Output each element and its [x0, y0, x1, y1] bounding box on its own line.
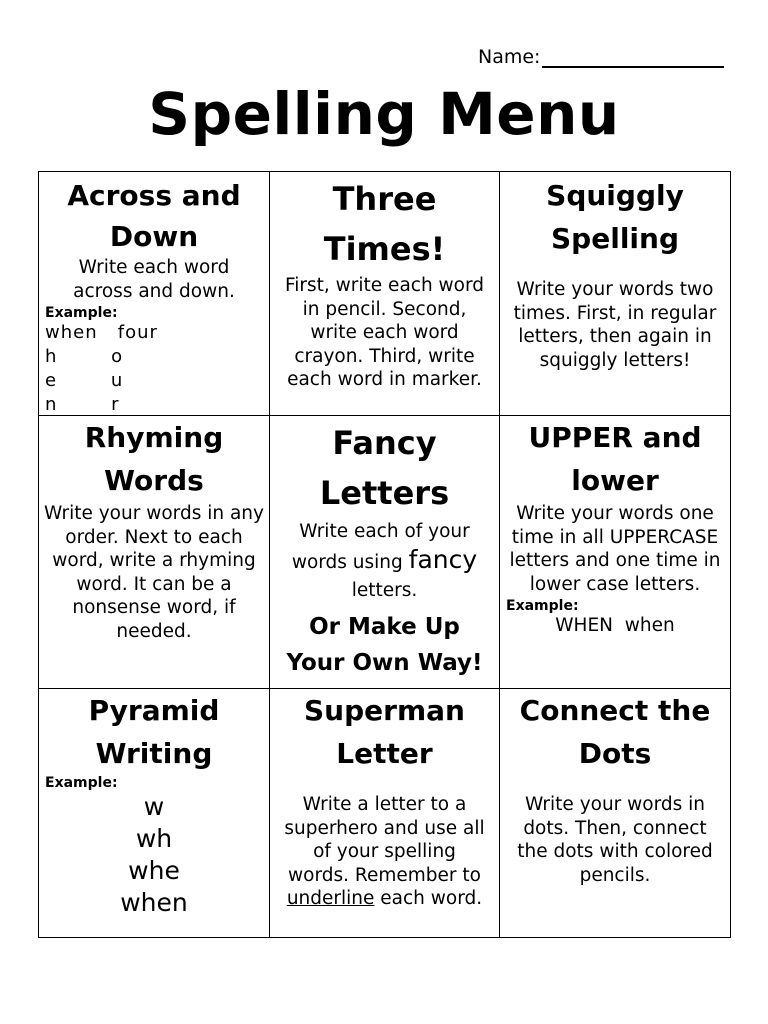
- cell-instructions: Write your words one time in all UPPERCASE letters and one time in lower case letters.: [509, 503, 721, 595]
- cell-title-line-1: UPPER and: [528, 421, 702, 454]
- cell-three-times: [270, 172, 500, 416]
- cell-rhyming-words: [39, 416, 270, 689]
- cell-connect-the-dots: [500, 689, 731, 938]
- cell-title-line-1: Squiggly: [546, 179, 684, 212]
- pyramid-row: wh: [135, 824, 173, 853]
- cell-title-line-2: Times!: [323, 230, 446, 268]
- make-your-own-line-2: Your Own Way!: [286, 650, 483, 676]
- make-your-own-line-1: Or Make Up: [309, 614, 460, 640]
- cell-title-line-2: Down: [109, 220, 199, 253]
- cell-instructions: First, write each word in pencil. Second, write each word crayon. Third, write each word in marker.: [284, 275, 485, 390]
- cell-squiggly-spelling: [500, 172, 731, 416]
- cell-title-line-2: Letters: [319, 474, 450, 512]
- instructions-part-2: letters.: [351, 580, 418, 601]
- pyramid-row: w: [143, 792, 165, 821]
- instructions-part-2: each word.: [380, 888, 483, 909]
- name-label: Name:: [478, 46, 541, 68]
- instructions-part-1: Write each of your words using: [291, 521, 470, 573]
- cell-upper-and-lower: [500, 416, 731, 689]
- cell-fancy-letters: [270, 416, 500, 689]
- menu-grid: [38, 171, 731, 938]
- cell-instructions: Write your words two times. First, in regular letters, then again in squiggly letters!: [513, 279, 717, 371]
- cell-instructions: Write each word across and down.: [73, 257, 235, 302]
- example-row: h o: [45, 346, 124, 367]
- fancy-word: fancy: [408, 545, 478, 574]
- cell-instructions: [270, 793, 499, 911]
- cell-title-line-1: Three: [332, 180, 437, 218]
- name-field: [478, 44, 724, 68]
- cell-title-line-2: Dots: [578, 737, 652, 770]
- page-title: Spelling Menu: [148, 80, 620, 148]
- cell-title-line-1: Pyramid: [88, 694, 220, 727]
- cell-instructions: [270, 518, 499, 605]
- cell-title-line-1: Fancy: [332, 424, 437, 462]
- example-text: WHEN when: [555, 615, 675, 636]
- instructions-part-1: Write a letter to a superhero and use all of your spelling words. Remember to: [284, 794, 485, 886]
- cell-instructions: Write your words in dots. Then, connect the dots with colored pencils.: [517, 794, 713, 886]
- cell-title-line-1: Across and: [67, 179, 241, 212]
- example-row: e u: [45, 370, 124, 391]
- pyramid-row: whe: [128, 856, 180, 885]
- example-label: Example:: [506, 598, 579, 614]
- name-blank-line[interactable]: [542, 44, 724, 68]
- cell-across-and-down: [39, 172, 270, 416]
- example-label: Example:: [45, 775, 118, 791]
- cell-pyramid-writing: [39, 689, 270, 938]
- pyramid-row: when: [120, 888, 188, 917]
- cell-title-line-2: Words: [104, 464, 204, 497]
- example-row: when four: [45, 322, 158, 343]
- cell-superman-letter: [270, 689, 500, 938]
- cell-title-line-2: Letter: [336, 737, 433, 770]
- cell-title-line-2: lower: [571, 464, 659, 497]
- cell-title-line-1: Connect the: [519, 694, 711, 727]
- cell-title-line-2: Writing: [95, 737, 213, 770]
- cell-title-line-1: Rhyming: [84, 421, 224, 454]
- cell-title-line-1: Superman: [304, 694, 465, 727]
- cell-title-line-2: Spelling: [551, 222, 679, 255]
- underlined-word: underline: [286, 888, 375, 909]
- cell-instructions: Write your words in any order. Next to each word, write a rhyming word. It can be a nonsense word, if needed.: [44, 503, 264, 642]
- example-label: Example:: [45, 305, 118, 321]
- example-row: n r: [45, 394, 120, 415]
